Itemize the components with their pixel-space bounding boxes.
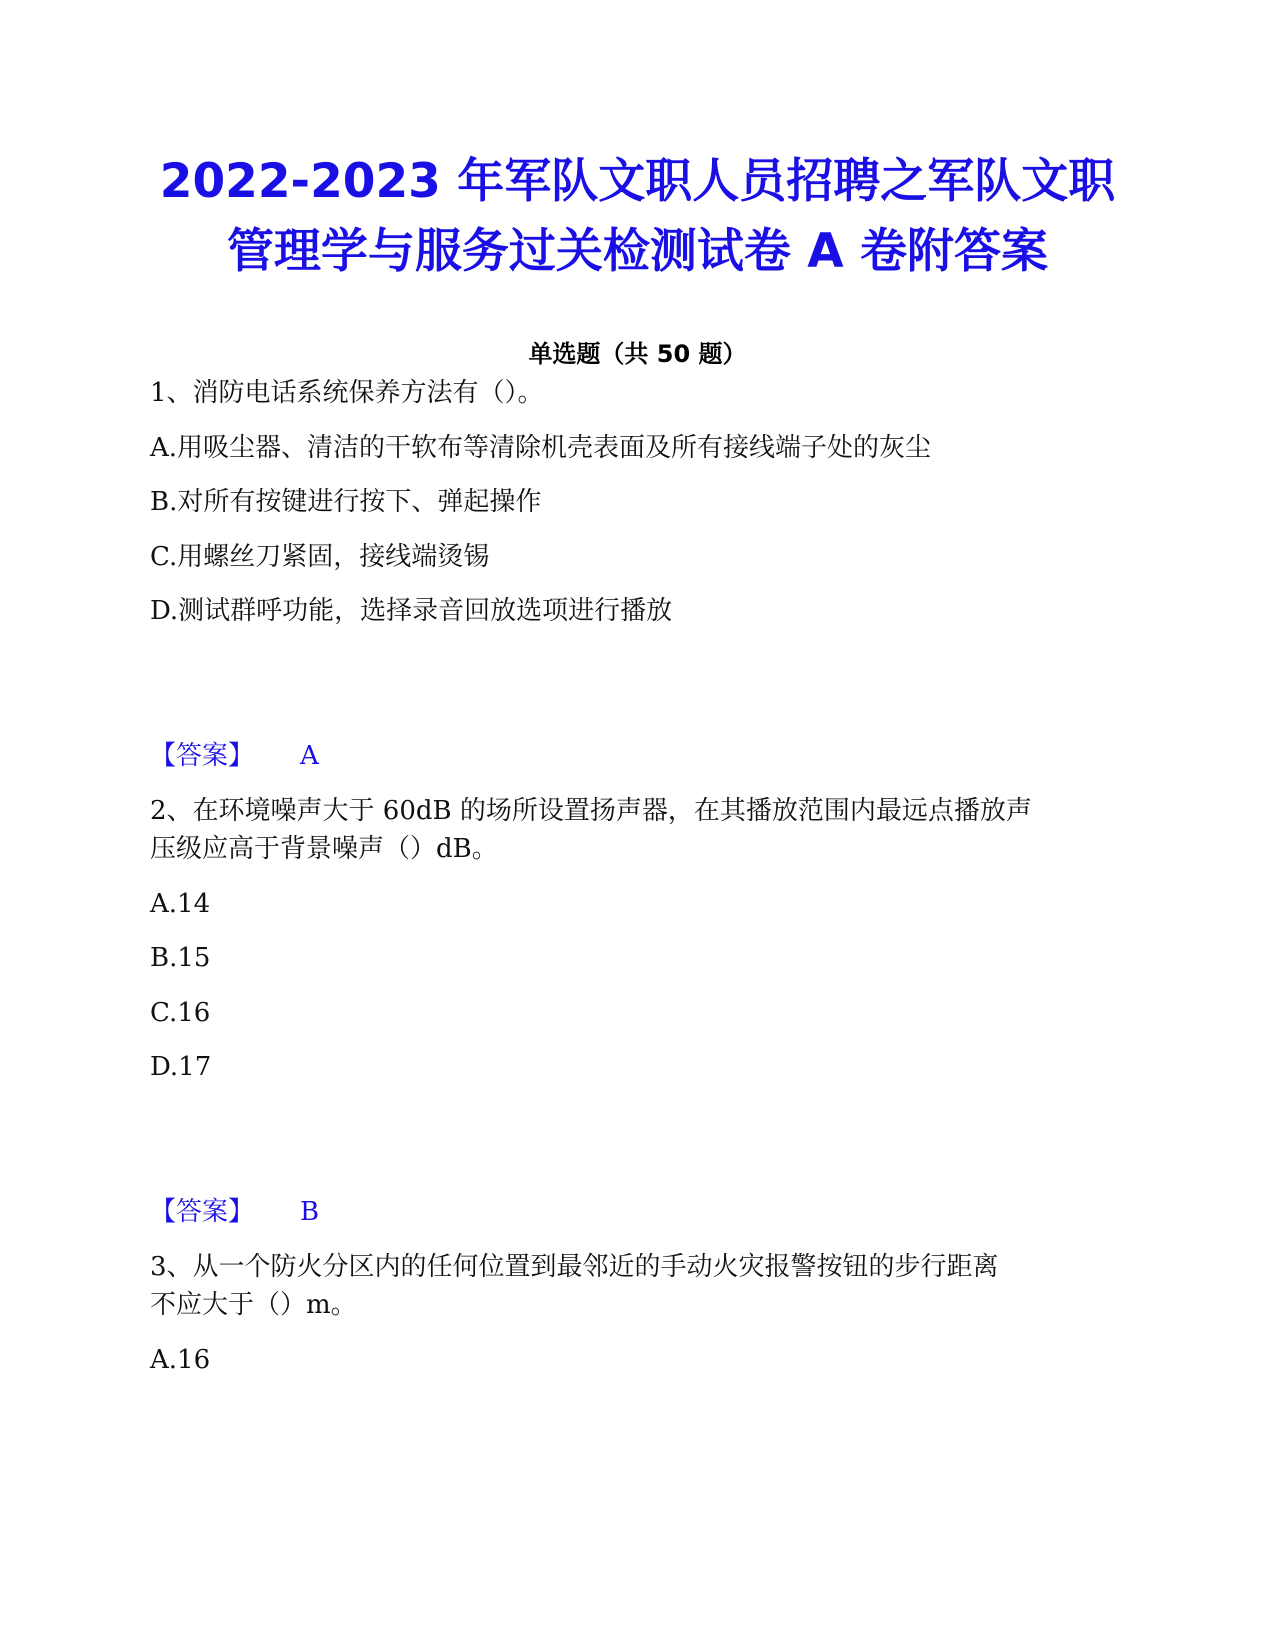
answer-value: A [300, 741, 319, 771]
question-1-option-b: B.对所有按键进行按下、弹起操作 [150, 487, 542, 517]
answer-label: 【答案】 [150, 741, 255, 771]
question-2-stem-line-2: 压级应高于背景噪声（）dB。 [150, 834, 498, 864]
question-1-answer [150, 739, 319, 773]
question-2-option-d: D.17 [150, 1052, 212, 1082]
question-2-stem-line-1: 2、在环境噪声大于 60dB 的场所设置扬声器，在其播放范围内最远点播放声 [150, 796, 1032, 826]
question-2-option-c: C.16 [150, 998, 211, 1028]
answer-value: B [300, 1197, 320, 1227]
question-3-stem-line-2: 不应大于（）m。 [150, 1290, 357, 1320]
section-heading: 单选题（共 50 题） [528, 340, 747, 368]
answer-label: 【答案】 [150, 1197, 255, 1227]
question-1-option-d: D.测试群呼功能，选择录音回放选项进行播放 [150, 596, 673, 626]
question-1-option-c: C.用螺丝刀紧固，接线端烫锡 [150, 542, 490, 572]
question-2-answer [150, 1195, 319, 1229]
question-2-option-a: A.14 [150, 889, 211, 919]
question-1-stem: 1、消防电话系统保养方法有（）。 [150, 378, 544, 408]
document-title-line-1: 2022-2023 年军队文职人员招聘之军队文职 [159, 154, 1116, 209]
document-title-line-2: 管理学与服务过关检测试卷 A 卷附答案 [226, 224, 1049, 279]
question-1-option-a: A.用吸尘器、清洁的干软布等清除机壳表面及所有接线端子处的灰尘 [150, 433, 932, 463]
question-3-option-a: A.16 [150, 1345, 211, 1375]
question-2-option-b: B.15 [150, 943, 211, 973]
question-3-stem-line-1: 3、从一个防火分区内的任何位置到最邻近的手动火灾报警按钮的步行距离 [150, 1252, 999, 1282]
